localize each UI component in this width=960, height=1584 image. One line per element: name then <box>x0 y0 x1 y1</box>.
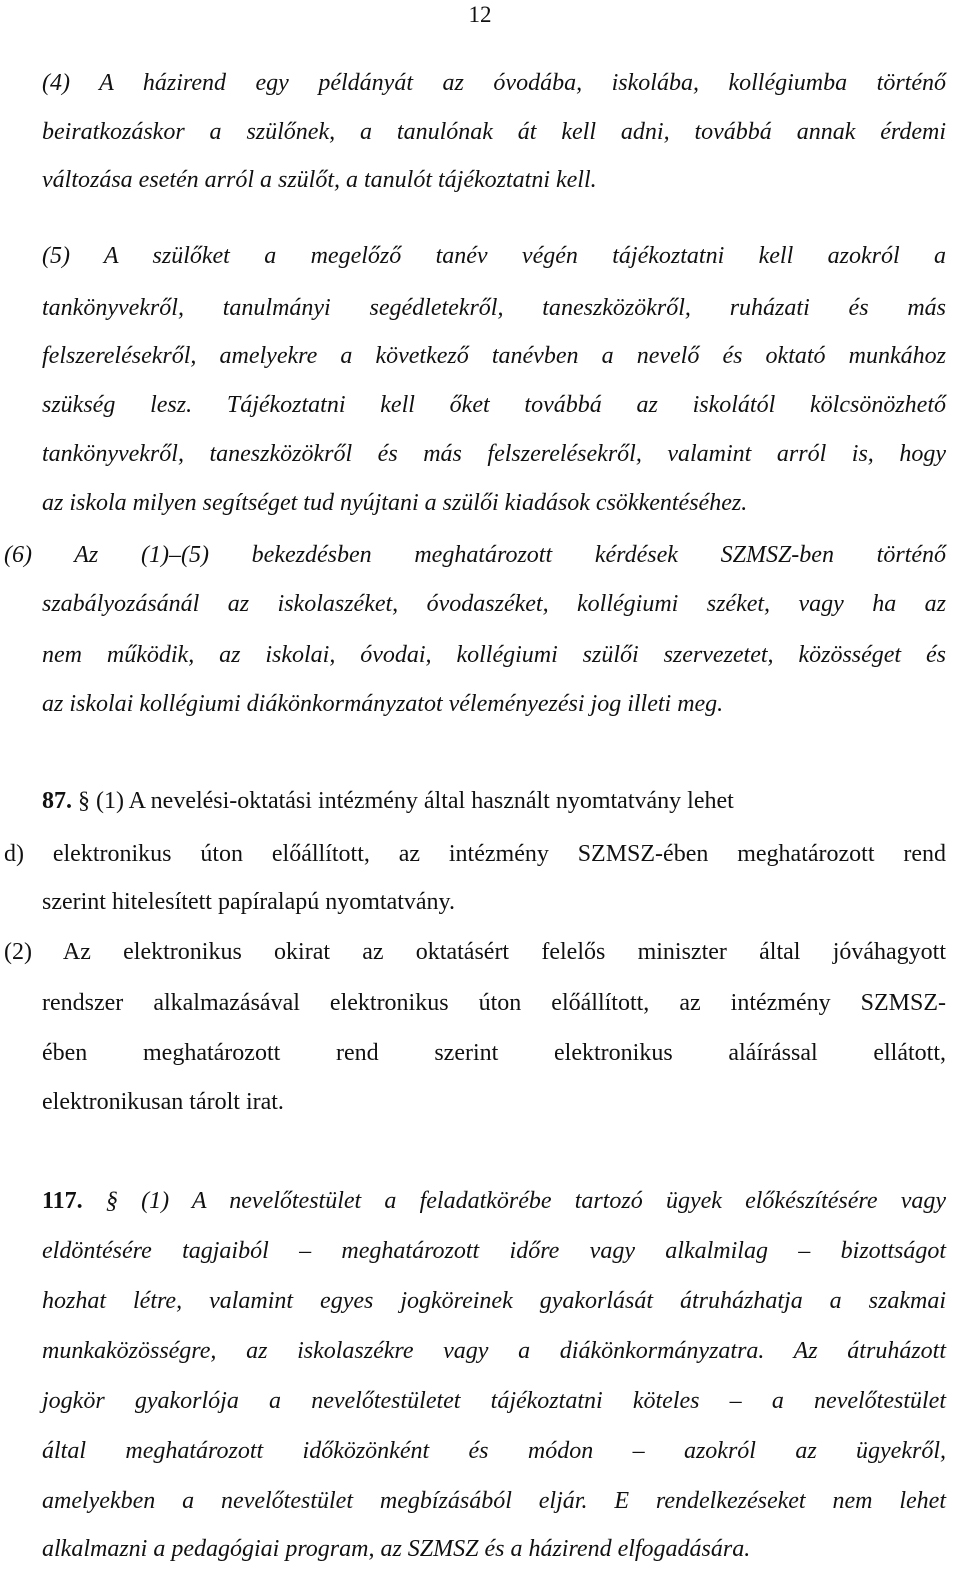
text-line: rendszer alkalmazásával elektronikus úton előállított, az intézmény SZMSZ- <box>42 990 946 1016</box>
section-87-number: 87. <box>42 788 72 814</box>
text-line: szükség lesz. Tájékoztatni kell őket továbbá az iskolától kölcsönözhető <box>42 392 946 418</box>
text-line: ében meghatározott rend szerint elektronikus aláírással ellátott, <box>42 1040 946 1066</box>
text-line: tankönyvekről, tanulmányi segédletekről, taneszközökről, ruházati és más <box>42 295 946 321</box>
text-line: eldöntésére tagjaiból – meghatározott időre vagy alkalmilag – bizottságot <box>42 1238 946 1264</box>
text-line: szabályozásánál az iskolaszéket, óvodaszéket, kollégiumi széket, vagy ha az <box>42 591 946 617</box>
section-117-heading <box>42 1183 946 1219</box>
text-line: (2) Az elektronikus okirat az oktatásért felelős miniszter által jóváhagyott <box>4 939 946 965</box>
text-line: elektronikusan tárolt irat. <box>42 1089 284 1115</box>
text-line: (4) A házirend egy példányát az óvodába, iskolába, kollégiumba történő <box>42 70 946 96</box>
text-line: nem működik, az iskolai, óvodai, kollégiumi szülői szervezetet, közösséget és <box>42 642 946 668</box>
text-line: d) elektronikus úton előállított, az intézmény SZMSZ-ében meghatározott rend <box>4 841 946 867</box>
text-line: amelyekben a nevelőtestület megbízásából eljár. E rendelkezéseket nem lehet <box>42 1488 946 1514</box>
text-line: szerint hitelesített papíralapú nyomtatvány. <box>42 889 455 915</box>
text-line: tankönyvekről, taneszközökről és más felszerelésekről, valamint arról is, hogy <box>42 441 946 467</box>
section-87-heading-text: § (1) A nevelési-oktatási intézmény által használt nyomtatvány lehet <box>78 788 734 814</box>
text-line: jogkör gyakorlója a nevelőtestületet tájékoztatni köteles – a nevelőtestület <box>42 1388 946 1414</box>
text-line: az iskolai kollégiumi diákönkormányzatot véleményezési jog illeti meg. <box>42 691 724 717</box>
text-line: felszerelésekről, amelyekre a következő tanévben a nevelő és oktató munkához <box>42 343 946 369</box>
section-87-heading <box>42 783 734 819</box>
text-line: által meghatározott időközönként és módon – azokról az ügyekről, <box>42 1438 946 1464</box>
text-line: változása esetén arról a szülőt, a tanulót tájékoztatni kell. <box>42 167 597 193</box>
text-line: alkalmazni a pedagógiai program, az SZMSZ és a házirend elfogadására. <box>42 1536 751 1562</box>
text-line: hozhat létre, valamint egyes jogköreinek gyakorlását átruházhatja a szakmai <box>42 1288 946 1314</box>
text-line: az iskola milyen segítséget tud nyújtani a szülői kiadások csökkentéséhez. <box>42 490 748 516</box>
page-number: 12 <box>468 2 492 27</box>
text-line: munkaközösségre, az iskolaszékre vagy a diákönkormányzatra. Az átruházott <box>42 1338 946 1364</box>
text-line: (5) A szülőket a megelőző tanév végén tájékoztatni kell azokról a <box>42 243 946 269</box>
text-line: beiratkozáskor a szülőnek, a tanulónak át kell adni, továbbá annak érdemi <box>42 119 946 145</box>
section-117-number: 117. <box>42 1188 83 1214</box>
section-117-heading-text: § (1) A nevelőtestület a feladatkörébe tartozó ügyek előkészítésére vagy <box>105 1188 946 1214</box>
text-line: (6) Az (1)–(5) bekezdésben meghatározott kérdések SZMSZ-ben történő <box>4 542 946 568</box>
